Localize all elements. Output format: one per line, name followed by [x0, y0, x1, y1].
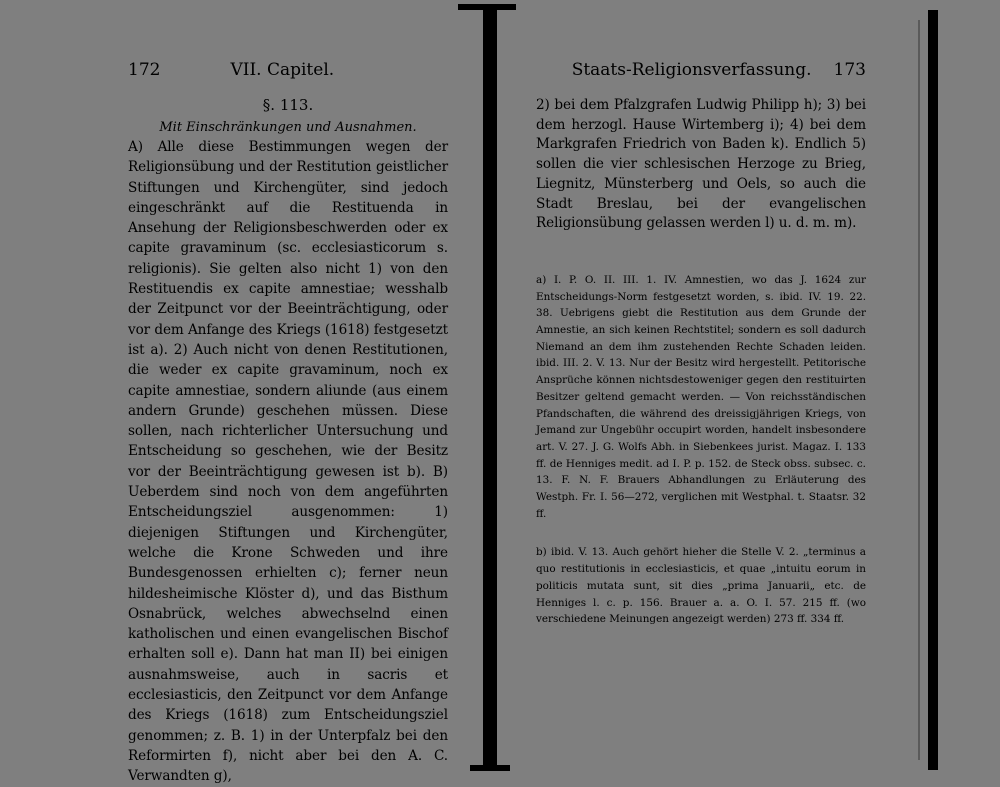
section-number: §. 113.: [262, 96, 314, 114]
binding-bottom: [470, 765, 510, 771]
page-edge-shadow: [918, 20, 920, 760]
page-right-edge: [928, 10, 938, 770]
right-page: [536, 60, 866, 628]
right-running-head: [536, 60, 866, 80]
footnote-b: b) ibid. V. 13. Auch gehört hieher die Stelle V. 2. „terminus a quo restitutionis in ecclesiasticis, et quae „intuitu eorum in politicis mutata sunt, sit dies „prima Januarii„ etc. de Henniges l. c. p. 156. Brauer a. a. O. I. 57. 215 ff. (wo verschiedene Meinungen angezeigt werden) 273 ff. 334 ff.: [536, 546, 866, 626]
section-heading: Mit Einschränkungen und Ausnahmen.: [159, 120, 417, 135]
left-running-title: VII. Capitel.: [230, 60, 335, 80]
left-page-number: 172: [128, 60, 161, 80]
left-running-head: [128, 60, 448, 80]
right-page-number: 173: [833, 60, 866, 80]
book-gutter: [483, 8, 497, 770]
footnote-a: a) I. P. O. II. III. 1. IV. Amnestien, wo das J. 1624 zur Entscheidungs-Norm festgesetzt worden, s. ibid. IV. 19. 22. 38. Uebrigens giebt die Restitution aus dem Grunde der Amnestie, an sich keinen Rechtstitel; sondern es soll dadurch Niemand an dem ihm zustehenden Rechte Schaden leiden. ibid. III. 2. V. 13. Nur der Besitz wird hergestellt. Petitorische Ansprüche können nichtsdestoweniger gegen den restituirten Besitzer geltend gemacht werden. — Von reichsständischen Pfandschaften, die während des dreissigjährigen Kriegs, von Jemand zur Ungebühr occupirt worden, handelt insbesondere art. V. 27. J. G. Wolfs Abh. in Siebenkees jurist. Magaz. I. 133 ff. de Henniges medit. ad I. P. p. 152. de Steck obss. subsec. c. 13. F. N. F. Brauers Abhandlungen zu Erläuterung des Westph. Fr. I. 56—272, verglichen mit Westphal. t. Staatsr. 32 ff.: [536, 273, 866, 520]
right-running-title: Staats-Religionsverfassung.: [571, 60, 812, 80]
left-body-text: A) Alle diese Bestimmungen wegen der Religionsübung und der Restitution geistlicher Stiftungen und Kirchengüter, sind jedoch eingeschränkt auf die Restituenda in Ansehung der Religionsbeschwerden oder ex capite gravaminum (sc. ecclesiasticorum s. religionis). Sie gelten also nicht 1) von den Restituendis ex capite amnestiae; wesshalb der Zeitpunct vor der Beeinträchtigung, oder vor dem Anfange des Kriegs (1618) festgesetzt ist a). 2) Auch nicht von denen Restitutionen, die weder ex capite gravaminum, noch ex capite amnestiae, sondern aliunde (aus einem andern Grunde) geschehen müssen. Diese sollen, nach richterlicher Untersuchung und Entscheidung so geschehen, wie der Besitz vor der Beeinträchtigung gewesen ist b). B) Ueberdem sind noch von dem angeführten Entscheidungsziel ausgenommen: 1) diejenigen Stiftungen und Kirchengüter, welche die Krone Schweden und ihre Bundesgenossen erhielten c); ferner neun hildesheimische Klöster d), und das Bisthum Osnabrück, welches abwechselnd einen katholischen und einen evangelischen Bischof erhalten soll e). Dann hat man II) bei einigen ausnahmsweise, auch in sacris et ecclesiasticis, den Zeitpunct vor dem Anfange des Kriegs (1618) zum Entscheidungsziel genommen; z. B. 1) in der Unterpfalz bei den Reformirten f), nicht aber bei den A. C. Verwandten g),: [128, 139, 448, 785]
right-body-text: 2) bei dem Pfalzgrafen Ludwig Philipp h); 3) bei dem herzogl. Hause Wirtemberg i); 4) bei dem Markgrafen Friedrich von Baden k). Endlich 5) sollen die vier schlesischen Herzoge zu Brieg, Liegnitz, Münsterberg und Oels, so auch die Stadt Breslau, bei der evangelischen Religionsübung gelassen werden l) u. d. m. m).: [536, 97, 866, 232]
left-page: [128, 60, 448, 787]
